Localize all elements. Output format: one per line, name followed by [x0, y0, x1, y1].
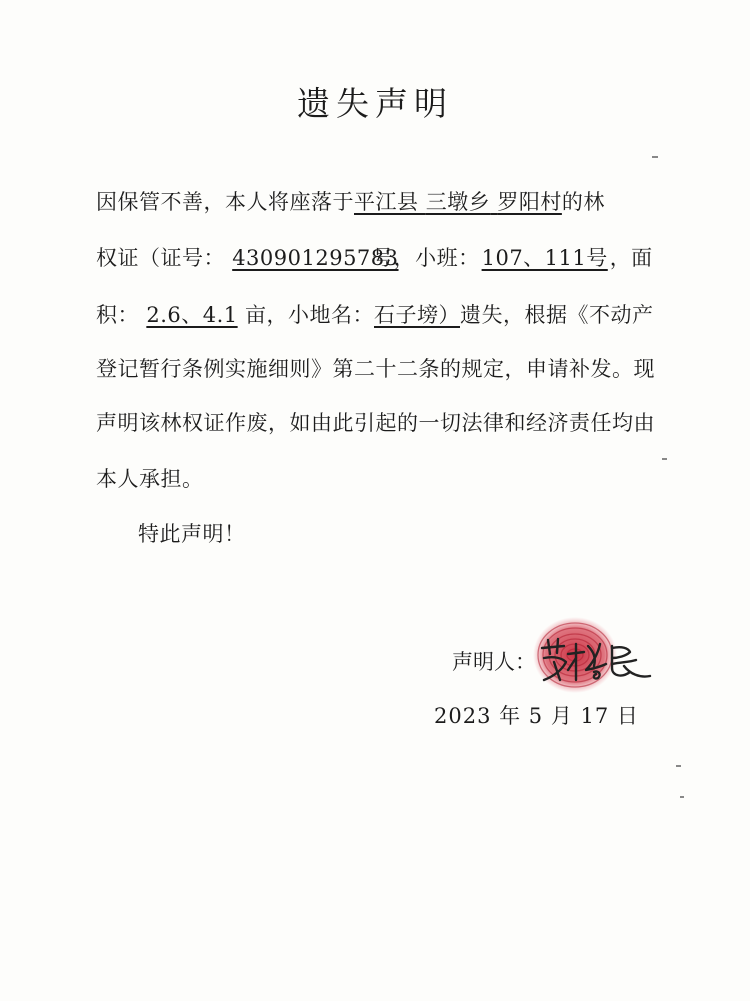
declaration-date: 2023 年 5 月 17 日 — [434, 704, 639, 728]
body-text: 遗失，根据《不动产 — [460, 303, 654, 327]
area-field: 2.6、4.1 — [146, 303, 238, 327]
body-text: 亩，小地名： — [245, 303, 374, 327]
cert-number-field: 430901295783 — [232, 246, 399, 270]
body-line-6: 本人承担。 — [96, 467, 204, 491]
scan-speck — [676, 765, 681, 767]
township-field: 三墩乡 — [425, 190, 491, 214]
body-text: 积： — [96, 303, 139, 327]
county-field: 平江县 — [354, 190, 419, 214]
scan-speck — [680, 796, 684, 798]
body-text: 的林 — [561, 190, 605, 214]
handwritten-signature — [538, 636, 656, 686]
spacer — [419, 190, 426, 214]
body-line-5: 声明该林权证作废，如由此引起的一切法律和经济责任均由 — [96, 411, 655, 435]
body-line-3 — [96, 299, 696, 329]
plot-number-field: 107、111号 — [481, 246, 608, 270]
body-text: 因保管不善，本人将座落于 — [96, 190, 354, 214]
document-title: 遗失声明 — [297, 84, 453, 123]
scan-speck — [652, 156, 658, 158]
scan-speck — [662, 458, 667, 460]
place-name-field: 石子塝） — [374, 303, 460, 327]
body-line-2 — [96, 242, 696, 272]
body-text: 权证（证号： — [96, 246, 225, 270]
declarant-line — [452, 646, 536, 676]
body-text: ，面 — [609, 246, 653, 270]
declarant-label: 声明人： — [452, 650, 536, 674]
body-line-1 — [96, 186, 696, 216]
body-text: 号，小班： — [372, 246, 480, 270]
closing-statement: 特此声明！ — [138, 522, 246, 546]
body-line-4: 登记暂行条例实施细则》第二十二条的规定，申请补发。现 — [96, 357, 655, 381]
village-field: 罗阳村 — [497, 190, 562, 214]
